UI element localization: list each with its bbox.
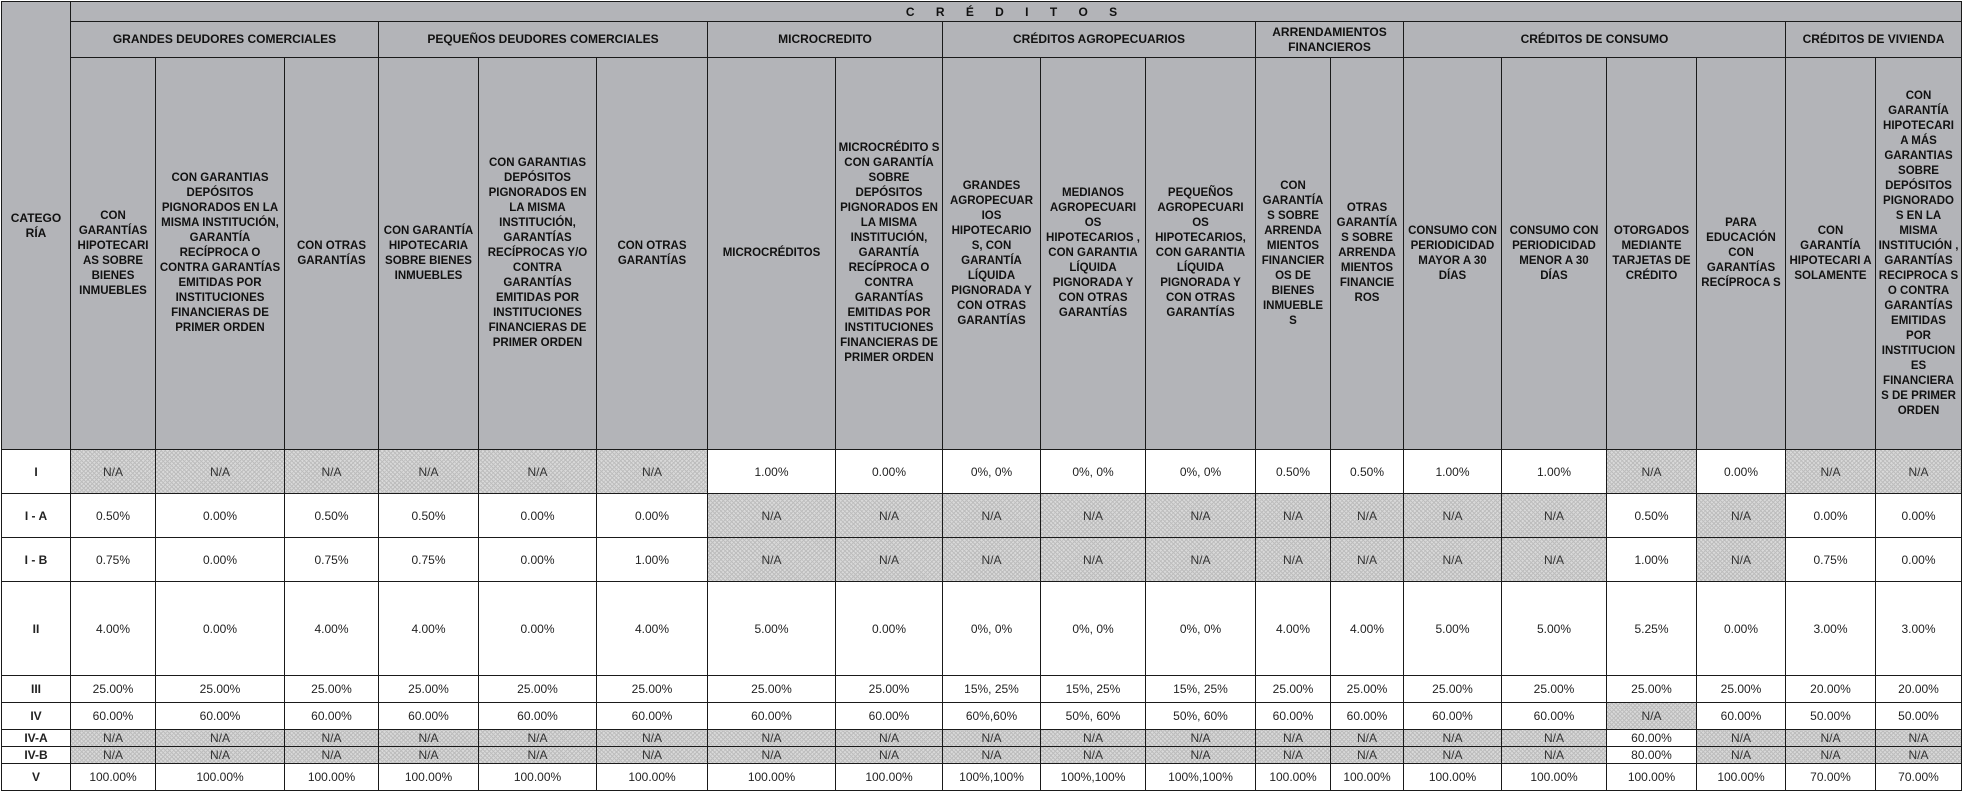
table-cell: 100.00% (1256, 764, 1331, 791)
table-cell: N/A (1876, 730, 1962, 747)
column-header: CON GARANTÍA HIPOTECARI A SOLAMENTE (1786, 58, 1876, 450)
table-cell: 0.75% (285, 538, 379, 582)
table-cell: 1.00% (708, 450, 836, 494)
table-cell: 100.00% (836, 764, 943, 791)
table-cell: 50.00% (1876, 703, 1962, 730)
group-header: MICROCREDITO (708, 22, 943, 58)
table-cell: N/A (1404, 730, 1502, 747)
table-cell: 0%, 0% (943, 582, 1041, 676)
column-header: CON GARANTÍA HIPOTECARI A MÁS GARANTIAS SOBRE DEPÓSITOS PIGNORADO S EN LA MISMA INSTITUCIÓN , GARANTÍAS RECIPROCA S O CONTRA GARANTÍAS EMITIDAS POR INSTITUCION ES FINANCIERA S DE PRIMER ORDEN (1876, 58, 1962, 450)
table-cell: 5.00% (708, 582, 836, 676)
row-category: IV-A (2, 730, 71, 747)
table-cell: 5.00% (1502, 582, 1607, 676)
table-row (2, 676, 1962, 703)
table-cell: 100%,100% (943, 764, 1041, 791)
table-cell: N/A (71, 730, 156, 747)
table-cell: N/A (1876, 450, 1962, 494)
table-cell: 60.00% (1607, 730, 1697, 747)
table-cell: N/A (1607, 703, 1697, 730)
table-cell: N/A (1331, 538, 1404, 582)
table-cell: 25.00% (1697, 676, 1786, 703)
table-cell: 0.50% (1331, 450, 1404, 494)
table-cell: 4.00% (285, 582, 379, 676)
table-cell: 50.00% (1786, 703, 1876, 730)
table-cell: 60.00% (1502, 703, 1607, 730)
table-cell: N/A (1502, 730, 1607, 747)
table-cell: N/A (1697, 747, 1786, 764)
row-category: I (2, 450, 71, 494)
table-cell: 0.00% (479, 538, 597, 582)
column-header: CON GARANTÍA S SOBRE ARRENDA MIENTOS FINANCIER OS DE BIENES INMUEBLE S (1256, 58, 1331, 450)
table-row (2, 764, 1962, 791)
table-cell: N/A (479, 730, 597, 747)
column-header: CONSUMO CON PERIODICIDAD MAYOR A 30 DÍAS (1404, 58, 1502, 450)
table-cell: 1.00% (597, 538, 708, 582)
table-cell: N/A (836, 747, 943, 764)
table-cell: 0.50% (285, 494, 379, 538)
table-cell: 25.00% (285, 676, 379, 703)
category-header: CATEGO RÍA (2, 2, 71, 450)
table-cell: 100.00% (71, 764, 156, 791)
table-cell: 0.50% (71, 494, 156, 538)
table-cell: N/A (836, 538, 943, 582)
table-row (2, 450, 1962, 494)
table-cell: 0.00% (479, 494, 597, 538)
table-cell: 5.25% (1607, 582, 1697, 676)
table-cell: N/A (836, 494, 943, 538)
group-header: CRÉDITOS DE VIVIENDA (1786, 22, 1962, 58)
row-category: V (2, 764, 71, 791)
table-cell: N/A (1041, 747, 1146, 764)
table-cell: 60.00% (71, 703, 156, 730)
group-header-row (2, 22, 1962, 58)
table-cell: 60.00% (156, 703, 285, 730)
table-cell: 100.00% (1697, 764, 1786, 791)
table-cell: 70.00% (1786, 764, 1876, 791)
table-cell: N/A (379, 747, 479, 764)
table-cell: N/A (1404, 747, 1502, 764)
table-cell: 0.00% (156, 582, 285, 676)
table-cell: 25.00% (1404, 676, 1502, 703)
table-cell: 1.00% (1404, 450, 1502, 494)
table-cell: 0.00% (1876, 494, 1962, 538)
row-category: IV-B (2, 747, 71, 764)
table-cell: N/A (1146, 494, 1256, 538)
column-header: CON GARANTIAS DEPÓSITOS PIGNORADOS EN LA MISMA INSTITUCIÓN, GARANTÍAS RECÍPROCAS Y/O CONTRA GARANTÍAS EMITIDAS POR INSTITUCIONES FINANCIERAS DE PRIMER ORDEN (479, 58, 597, 450)
table-cell: N/A (1876, 747, 1962, 764)
table-cell: 60.00% (1331, 703, 1404, 730)
table-cell: 60.00% (1256, 703, 1331, 730)
row-category: III (2, 676, 71, 703)
table-cell: 60%,60% (943, 703, 1041, 730)
table-cell: N/A (1697, 730, 1786, 747)
row-category: I - A (2, 494, 71, 538)
table-cell: 0%, 0% (1146, 450, 1256, 494)
table-row (2, 703, 1962, 730)
table-cell: 1.00% (1607, 538, 1697, 582)
table-cell: N/A (1607, 450, 1697, 494)
table-cell: 0.75% (379, 538, 479, 582)
table-cell: 3.00% (1876, 582, 1962, 676)
table-cell: N/A (156, 450, 285, 494)
table-cell: N/A (1146, 730, 1256, 747)
group-header: ARRENDAMIENTOS FINANCIEROS (1256, 22, 1404, 58)
table-cell: 0.75% (1786, 538, 1876, 582)
creditos-table (1, 1, 1962, 791)
table-cell: 100.00% (597, 764, 708, 791)
table-cell: N/A (1146, 538, 1256, 582)
table-cell: 100.00% (1607, 764, 1697, 791)
table-cell: N/A (1786, 730, 1876, 747)
table-cell: 25.00% (708, 676, 836, 703)
table-cell: 100.00% (479, 764, 597, 791)
table-cell: N/A (1697, 494, 1786, 538)
table-cell: N/A (1146, 747, 1256, 764)
column-header: MEDIANOS AGROPECUARI OS HIPOTECARIOS , CON GARANTIA LÍQUIDA PIGNORADA Y CON OTRAS GARANTÍAS (1041, 58, 1146, 450)
table-cell: 60.00% (1697, 703, 1786, 730)
table-cell: 25.00% (1256, 676, 1331, 703)
creditos-table-container (1, 1, 1962, 791)
column-header: OTRAS GARANTÍA S SOBRE ARRENDA MIENTOS FINANCIE ROS (1331, 58, 1404, 450)
table-cell: 4.00% (71, 582, 156, 676)
table-cell: N/A (597, 450, 708, 494)
table-cell: N/A (1256, 494, 1331, 538)
table-cell: 50%, 60% (1041, 703, 1146, 730)
table-cell: N/A (1041, 494, 1146, 538)
table-cell: 60.00% (285, 703, 379, 730)
column-header: CON GARANTÍAS HIPOTECARI AS SOBRE BIENES INMUEBLES (71, 58, 156, 450)
column-header: PARA EDUCACIÓN CON GARANTÍAS RECÍPROCA S (1697, 58, 1786, 450)
table-cell: N/A (836, 730, 943, 747)
table-cell: 0.50% (1256, 450, 1331, 494)
table-cell: 4.00% (379, 582, 479, 676)
title-row (2, 2, 1962, 22)
table-cell: 5.00% (1404, 582, 1502, 676)
table-cell: 0.00% (1697, 450, 1786, 494)
table-cell: N/A (1331, 730, 1404, 747)
table-cell: 60.00% (1404, 703, 1502, 730)
table-cell: N/A (943, 494, 1041, 538)
table-cell: 70.00% (1876, 764, 1962, 791)
table-cell: 15%, 25% (943, 676, 1041, 703)
table-cell: 0.00% (479, 582, 597, 676)
table-cell: N/A (285, 747, 379, 764)
table-cell: 100%,100% (1146, 764, 1256, 791)
table-cell: 0.50% (379, 494, 479, 538)
table-body (2, 450, 1962, 791)
table-cell: N/A (1502, 538, 1607, 582)
column-header: OTORGADOS MEDIANTE TARJETAS DE CRÉDITO (1607, 58, 1697, 450)
group-header: PEQUEÑOS DEUDORES COMERCIALES (379, 22, 708, 58)
table-cell: N/A (597, 730, 708, 747)
table-cell: N/A (1786, 747, 1876, 764)
table-cell: 100.00% (285, 764, 379, 791)
table-cell: 60.00% (597, 703, 708, 730)
table-cell: N/A (1256, 538, 1331, 582)
table-cell: N/A (1404, 538, 1502, 582)
table-cell: N/A (285, 730, 379, 747)
table-cell: N/A (479, 450, 597, 494)
table-cell: N/A (708, 747, 836, 764)
table-cell: 25.00% (836, 676, 943, 703)
column-header: CON GARANTIAS DEPÓSITOS PIGNORADOS EN LA MISMA INSTITUCIÓN, GARANTÍA RECÍPROCA O CONTRA GARANTÍAS EMITIDAS POR INSTITUCIONES FINANCIERAS DE PRIMER ORDEN (156, 58, 285, 450)
table-cell: N/A (1404, 494, 1502, 538)
table-cell: 3.00% (1786, 582, 1876, 676)
table-cell: 0.00% (156, 494, 285, 538)
column-header: CONSUMO CON PERIODICIDAD MENOR A 30 DÍAS (1502, 58, 1607, 450)
table-cell: N/A (156, 747, 285, 764)
table-cell: 25.00% (71, 676, 156, 703)
row-category: II (2, 582, 71, 676)
table-cell: 50%, 60% (1146, 703, 1256, 730)
table-cell: 25.00% (1502, 676, 1607, 703)
row-category: IV (2, 703, 71, 730)
column-header: MICROCRÉDITO S CON GARANTÍA SOBRE DEPÓSITOS PIGNORADOS EN LA MISMA INSTITUCIÓN, GARANTÍA RECÍPROCA O CONTRA GARANTÍAS EMITIDAS POR INSTITUCIONES FINANCIERAS DE PRIMER ORDEN (836, 58, 943, 450)
table-cell: N/A (708, 730, 836, 747)
table-cell: N/A (1331, 494, 1404, 538)
row-category: I - B (2, 538, 71, 582)
table-cell: 0.00% (597, 494, 708, 538)
table-cell: 0%, 0% (943, 450, 1041, 494)
table-cell: N/A (1786, 450, 1876, 494)
table-cell: 0.00% (1697, 582, 1786, 676)
table-cell: 0.75% (71, 538, 156, 582)
table-cell: 100.00% (1404, 764, 1502, 791)
table-cell: 0%, 0% (1146, 582, 1256, 676)
table-cell: 80.00% (1607, 747, 1697, 764)
table-cell: N/A (943, 730, 1041, 747)
table-cell: 4.00% (597, 582, 708, 676)
table-cell: 100.00% (156, 764, 285, 791)
table-cell: 25.00% (1607, 676, 1697, 703)
table-cell: N/A (1256, 730, 1331, 747)
table-cell: N/A (708, 538, 836, 582)
column-header: CON OTRAS GARANTÍAS (597, 58, 708, 450)
group-header: GRANDES DEUDORES COMERCIALES (71, 22, 379, 58)
table-cell: N/A (71, 747, 156, 764)
table-row (2, 582, 1962, 676)
table-cell: N/A (708, 494, 836, 538)
table-row (2, 730, 1962, 747)
table-row (2, 538, 1962, 582)
table-cell: 20.00% (1876, 676, 1962, 703)
table-cell: N/A (379, 450, 479, 494)
table-cell: N/A (479, 747, 597, 764)
table-cell: 0.00% (1786, 494, 1876, 538)
table-cell: N/A (1041, 538, 1146, 582)
table-cell: 100%,100% (1041, 764, 1146, 791)
table-cell: N/A (943, 747, 1041, 764)
table-cell: 0%, 0% (1041, 582, 1146, 676)
table-cell: N/A (379, 730, 479, 747)
table-cell: 0.50% (1607, 494, 1697, 538)
table-cell: 4.00% (1331, 582, 1404, 676)
table-cell: 60.00% (479, 703, 597, 730)
column-header: CON GARANTÍA HIPOTECARIA SOBRE BIENES INMUEBLES (379, 58, 479, 450)
table-cell: 25.00% (597, 676, 708, 703)
table-cell: 60.00% (708, 703, 836, 730)
column-header: MICROCRÉDITOS (708, 58, 836, 450)
table-cell: 100.00% (708, 764, 836, 791)
table-cell: 100.00% (379, 764, 479, 791)
table-cell: 0.00% (836, 582, 943, 676)
table-cell: N/A (1697, 538, 1786, 582)
table-cell: N/A (71, 450, 156, 494)
table-cell: N/A (285, 450, 379, 494)
table-cell: 0.00% (1876, 538, 1962, 582)
table-cell: N/A (1502, 747, 1607, 764)
column-header: CON OTRAS GARANTÍAS (285, 58, 379, 450)
table-cell: N/A (156, 730, 285, 747)
table-cell: 25.00% (156, 676, 285, 703)
table-title: C R É D I T O S (71, 2, 1962, 22)
table-cell: 1.00% (1502, 450, 1607, 494)
table-cell: N/A (943, 538, 1041, 582)
table-cell: 0%, 0% (1041, 450, 1146, 494)
table-cell: N/A (1331, 747, 1404, 764)
table-cell: 100.00% (1331, 764, 1404, 791)
column-header: PEQUEÑOS AGROPECUARI OS HIPOTECARIOS, CON GARANTIA LÍQUIDA PIGNORADA Y CON OTRAS GARANTÍAS (1146, 58, 1256, 450)
table-cell: 15%, 25% (1146, 676, 1256, 703)
group-header: CRÉDITOS AGROPECUARIOS (943, 22, 1256, 58)
table-cell: N/A (1502, 494, 1607, 538)
table-cell: 25.00% (379, 676, 479, 703)
table-row (2, 747, 1962, 764)
table-cell: 25.00% (479, 676, 597, 703)
table-cell: 100.00% (1502, 764, 1607, 791)
table-cell: 25.00% (1331, 676, 1404, 703)
table-cell: 60.00% (836, 703, 943, 730)
table-cell: 20.00% (1786, 676, 1876, 703)
table-cell: 4.00% (1256, 582, 1331, 676)
table-cell: N/A (597, 747, 708, 764)
column-header: GRANDES AGROPECUAR IOS HIPOTECARIO S, CON GARANTÍA LÍQUIDA PIGNORADA Y CON OTRAS GARANTÍAS (943, 58, 1041, 450)
table-cell: N/A (1256, 747, 1331, 764)
table-cell: 15%, 25% (1041, 676, 1146, 703)
table-cell: 0.00% (836, 450, 943, 494)
table-cell: N/A (1041, 730, 1146, 747)
table-cell: 60.00% (379, 703, 479, 730)
column-header-row (2, 58, 1962, 450)
table-row (2, 494, 1962, 538)
table-cell: 0.00% (156, 538, 285, 582)
group-header: CRÉDITOS DE CONSUMO (1404, 22, 1786, 58)
